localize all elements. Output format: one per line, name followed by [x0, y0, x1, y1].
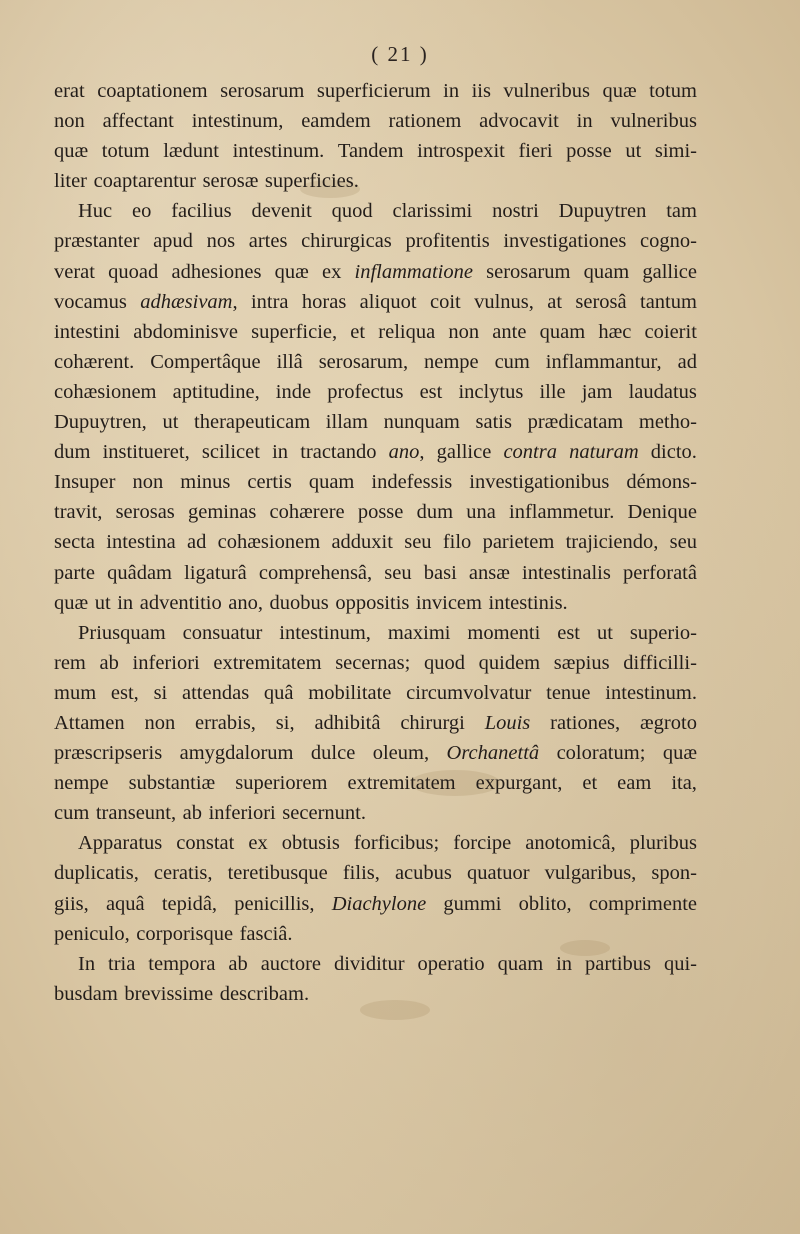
- word: coloratum;: [556, 742, 646, 765]
- word: qui-: [663, 952, 697, 975]
- word: seu: [384, 561, 412, 584]
- text-line: [54, 106, 697, 136]
- word: intestinum,: [279, 621, 371, 644]
- word: oppositis: [335, 591, 410, 614]
- word: cogno-: [640, 230, 697, 253]
- word: parte: [54, 561, 95, 584]
- word: indefessis: [371, 471, 453, 494]
- word: est: [419, 380, 443, 403]
- word: jam: [581, 380, 613, 403]
- word: prædicatam: [527, 411, 624, 434]
- word: consuatur: [182, 621, 263, 644]
- word: [485, 708, 531, 738]
- word: parietem: [482, 531, 555, 554]
- word: nempe: [54, 772, 109, 795]
- word: inferiori: [132, 651, 200, 674]
- text-line: [54, 708, 697, 738]
- word: pluribus: [629, 832, 697, 855]
- text-line: [54, 226, 697, 256]
- word: apud: [153, 230, 193, 253]
- word: Compertâque: [150, 350, 261, 373]
- word: oleum,: [372, 742, 430, 765]
- word: ceratis,: [153, 862, 213, 885]
- word: Huc: [78, 200, 113, 223]
- word: vulnus,: [474, 290, 534, 313]
- word: clarissimi: [392, 200, 473, 223]
- word: serosarum: [220, 80, 305, 102]
- word: operatio: [417, 952, 485, 975]
- word: devenit: [251, 200, 312, 223]
- word: ægroto: [640, 711, 697, 734]
- text-line: [54, 768, 697, 798]
- word: posse: [566, 140, 612, 163]
- word: ligaturâ: [184, 561, 247, 584]
- word: investigationes: [503, 230, 627, 253]
- word: est: [557, 621, 581, 644]
- word: Dupuytren,: [54, 411, 147, 434]
- paragraph: [54, 196, 697, 617]
- word: geminas: [187, 501, 257, 524]
- text-line: [54, 979, 697, 1009]
- word: tractando: [300, 441, 377, 464]
- word: ad: [677, 350, 697, 373]
- word: intestinis.: [488, 591, 568, 614]
- word: iis: [471, 80, 491, 102]
- word: anotomicâ,: [525, 832, 616, 855]
- word: circumvolvatur: [406, 681, 532, 704]
- paragraph: [54, 618, 697, 829]
- word: tam: [666, 200, 697, 223]
- word: Priusquam: [78, 621, 166, 644]
- word: eo: [132, 200, 152, 223]
- paragraph: [54, 949, 697, 1009]
- word: horas: [301, 290, 347, 313]
- word: abdominisve: [133, 320, 238, 343]
- word: tenue: [546, 681, 591, 704]
- text-line: [54, 257, 697, 287]
- word: gallice: [642, 260, 697, 283]
- word: facilius: [171, 200, 232, 223]
- word: brevissime: [124, 982, 214, 1005]
- word: non: [54, 110, 85, 133]
- word: illâ: [276, 350, 303, 373]
- word: serosarum,: [318, 350, 409, 373]
- word: ano,: [388, 441, 425, 464]
- word: satis: [475, 411, 512, 434]
- word: acubus: [394, 862, 452, 885]
- word: mobilitate: [308, 681, 392, 704]
- word: illam: [325, 411, 368, 434]
- word: affectant: [102, 110, 174, 133]
- word: ab: [228, 952, 248, 975]
- word: corporisque: [136, 922, 234, 945]
- word: perforatâ: [622, 561, 697, 584]
- word: [355, 257, 473, 287]
- word: quoad: [108, 260, 159, 283]
- word: inflammetur.: [509, 501, 615, 524]
- word: non: [144, 711, 176, 734]
- word: substantiæ: [128, 772, 216, 795]
- word: coit: [429, 290, 461, 313]
- word: non: [448, 320, 480, 343]
- word: in: [272, 441, 289, 464]
- word: at: [547, 290, 563, 313]
- word: obtusis: [281, 832, 340, 855]
- word: cohæsionem: [54, 380, 157, 403]
- text-line: [54, 76, 697, 106]
- word: coierit: [644, 320, 697, 343]
- word: superiorem: [235, 772, 328, 795]
- word: nempe: [424, 350, 479, 373]
- word: filo: [442, 531, 472, 554]
- word: transeunt,: [95, 802, 177, 825]
- word: secernunt.: [282, 802, 366, 825]
- word: ut: [162, 411, 179, 434]
- word: intestini: [54, 320, 121, 343]
- word: [332, 889, 427, 919]
- word: ab: [99, 651, 119, 674]
- word: adhesiones: [171, 260, 262, 283]
- word: adventitio: [139, 591, 222, 614]
- word: tepidâ,: [161, 892, 218, 915]
- word: coaptationem: [97, 80, 208, 102]
- word: seu: [669, 531, 697, 554]
- word: tria: [108, 952, 136, 975]
- word: Apparatus: [78, 832, 163, 855]
- word: una: [466, 501, 496, 524]
- word: Denique: [627, 501, 697, 524]
- word: quidem: [478, 651, 541, 674]
- word: quæ: [602, 80, 637, 102]
- word: quâ: [263, 681, 294, 704]
- word: quæ: [274, 260, 309, 283]
- word: et: [582, 772, 598, 795]
- word: profectus: [327, 380, 404, 403]
- word: quam: [497, 952, 544, 975]
- italic-word: ano: [388, 441, 420, 464]
- text-line: [54, 437, 697, 467]
- word: giis,: [54, 892, 89, 915]
- paragraph: [54, 76, 697, 196]
- word: ansæ: [468, 561, 510, 584]
- word: ad: [187, 531, 207, 554]
- word: comprimente: [588, 892, 697, 915]
- word: Dupuytren: [558, 200, 647, 223]
- word: intestinalis: [522, 561, 611, 584]
- word: amygdalorum: [179, 742, 294, 765]
- word: In: [78, 952, 96, 975]
- word: totum: [101, 140, 150, 163]
- paragraph: [54, 828, 697, 948]
- word: serosarum: [486, 260, 571, 283]
- italic-word: naturam: [569, 441, 639, 464]
- word: inclytus: [458, 380, 524, 403]
- word: lædunt: [163, 140, 220, 163]
- word: tantum: [640, 290, 697, 313]
- word: superficierum: [316, 80, 431, 102]
- word: cohærere: [269, 501, 345, 524]
- text-line: [54, 527, 697, 557]
- word: ut: [596, 621, 613, 644]
- text-line: [54, 467, 697, 497]
- word: institueret,: [102, 441, 190, 464]
- word: maximi: [387, 621, 451, 644]
- word: fasciâ.: [239, 922, 293, 945]
- word: rem: [54, 651, 86, 674]
- word: momenti: [467, 621, 541, 644]
- word: intestina: [106, 531, 176, 554]
- word: quam: [308, 471, 355, 494]
- word: ut: [625, 140, 642, 163]
- word: démons-: [626, 471, 697, 494]
- word: chirurgi: [400, 711, 465, 734]
- word: superficies.: [264, 170, 359, 193]
- text-line: [54, 828, 697, 858]
- text-line: [54, 738, 697, 768]
- word: artes: [248, 230, 288, 253]
- text-line: [54, 798, 697, 828]
- word: gummi: [443, 892, 502, 915]
- word: metho-: [638, 411, 697, 434]
- word: oblito,: [518, 892, 572, 915]
- word: superficie,: [251, 320, 338, 343]
- word: penicillis,: [234, 892, 315, 915]
- word: præstanter: [54, 230, 140, 253]
- word: [503, 437, 557, 467]
- word: adduxit: [331, 531, 393, 554]
- word: extremitatem: [347, 772, 456, 795]
- word: si: [153, 681, 168, 704]
- text-line: [54, 287, 697, 317]
- word: ex: [248, 832, 268, 855]
- word: inde: [275, 380, 312, 403]
- word: ano,: [228, 591, 263, 614]
- word: fieri: [518, 140, 553, 163]
- word: aquâ: [105, 892, 145, 915]
- word: coaptarentur: [93, 170, 197, 193]
- word: quâdam: [107, 561, 173, 584]
- word: superio-: [629, 621, 697, 644]
- text-line: [54, 648, 697, 678]
- word: basi: [423, 561, 457, 584]
- text-line: [54, 136, 697, 166]
- word: describam.: [219, 982, 310, 1005]
- word: duobus: [269, 591, 329, 614]
- text-line: [54, 317, 697, 347]
- word: forficibus;: [353, 832, 440, 855]
- word: quæ: [54, 140, 89, 163]
- text-line: [54, 889, 697, 919]
- word: aliquot: [359, 290, 417, 313]
- word: Insuper: [54, 471, 116, 494]
- italic-word: contra: [503, 441, 557, 464]
- word: ab: [182, 802, 203, 825]
- word: in: [576, 110, 593, 133]
- word: inferiori: [208, 802, 276, 825]
- word: gallice: [436, 441, 492, 464]
- italic-word: inflammatione: [354, 260, 473, 283]
- word: profitentis: [405, 230, 490, 253]
- text-line: [54, 196, 697, 226]
- text-line: [54, 919, 697, 949]
- word: serosâ: [575, 290, 627, 313]
- word: spon-: [651, 862, 697, 885]
- word: intestinum.: [605, 681, 697, 704]
- word: auctore: [260, 952, 322, 975]
- word: adhibitâ: [314, 711, 381, 734]
- word: cohærent.: [54, 350, 135, 373]
- text-line: [54, 407, 697, 437]
- word: trajiciendo,: [565, 531, 659, 554]
- word: nostri: [492, 200, 539, 223]
- word: dum: [54, 441, 91, 464]
- word: difficilli-: [623, 651, 697, 674]
- word: inflammantur,: [545, 350, 662, 373]
- word: est,: [110, 681, 139, 704]
- word: quam: [583, 260, 630, 283]
- word: secta: [54, 531, 95, 554]
- word: quam: [539, 320, 586, 343]
- word: posse: [357, 501, 404, 524]
- word: in: [443, 80, 460, 102]
- word: liter: [54, 170, 88, 193]
- word: dulce: [310, 742, 356, 765]
- word: partibus: [584, 952, 652, 975]
- word: extremitatem: [213, 651, 322, 674]
- word: mum: [54, 681, 97, 704]
- word: intestinum.: [232, 140, 325, 163]
- word: hæc: [598, 320, 632, 343]
- word: busdam: [54, 982, 118, 1005]
- word: sæpius: [553, 651, 610, 674]
- text-line: [54, 678, 697, 708]
- word: duplicatis,: [54, 862, 139, 885]
- word: [569, 437, 638, 467]
- word: præscripseris: [54, 742, 163, 765]
- word: Tandem: [337, 140, 404, 163]
- text-line: [54, 618, 697, 648]
- word: travit,: [54, 501, 103, 524]
- word: quæ: [662, 742, 697, 765]
- word: dum: [416, 501, 454, 524]
- word: investigationibus: [469, 471, 610, 494]
- word: teretibusque: [227, 862, 328, 885]
- word: cum: [494, 350, 530, 373]
- page-number: ( 21 ): [371, 42, 429, 66]
- word: dicto.: [650, 441, 697, 464]
- word: errabis,: [195, 711, 256, 734]
- word: chirurgicas: [301, 230, 392, 253]
- word: forcipe: [453, 832, 512, 855]
- word: eamdem: [301, 110, 371, 133]
- word: vulneribus: [503, 80, 590, 102]
- word: erat: [54, 80, 85, 102]
- text-line: [54, 558, 697, 588]
- word: constat: [176, 832, 235, 855]
- word: quæ: [54, 591, 89, 614]
- word: comprehensâ,: [258, 561, 373, 584]
- word: intestinum,: [191, 110, 284, 133]
- italic-word: Diachylone: [331, 892, 427, 915]
- word: verat: [54, 260, 95, 283]
- word: seu: [404, 531, 432, 554]
- word: filis,: [342, 862, 380, 885]
- word: ita,: [671, 772, 697, 795]
- word: eam: [617, 772, 652, 795]
- word: secernas;: [335, 651, 411, 674]
- word: vocamus: [54, 290, 127, 313]
- word: et: [350, 320, 366, 343]
- word: ex: [321, 260, 342, 283]
- word: invicem: [415, 591, 482, 614]
- italic-word: Orchanettâ: [446, 742, 540, 765]
- word: quod: [331, 200, 373, 223]
- text-line: [54, 377, 697, 407]
- word: cohæsionem: [217, 531, 321, 554]
- word: ut: [94, 591, 111, 614]
- text-line: [54, 858, 697, 888]
- word: reliqua: [378, 320, 436, 343]
- word: therapeuticam: [194, 411, 311, 434]
- word: vulneribus: [610, 110, 697, 133]
- word: in: [556, 952, 573, 975]
- text-line: [54, 497, 697, 527]
- word: vulgaribus,: [544, 862, 637, 885]
- word: serosas: [115, 501, 175, 524]
- word: [447, 738, 540, 768]
- word: intra: [250, 290, 289, 313]
- text-line: [54, 949, 697, 979]
- text-line: [54, 588, 697, 618]
- text-line: [54, 347, 697, 377]
- word: serosæ: [202, 170, 259, 193]
- word: rationes,: [550, 711, 621, 734]
- text-line: [54, 166, 697, 196]
- word: ille: [539, 380, 566, 403]
- word: totum: [649, 80, 697, 102]
- word: expurgant,: [475, 772, 563, 795]
- word: adhæsivam,: [140, 290, 238, 313]
- italic-word: Louis: [484, 711, 531, 734]
- word: quod: [423, 651, 465, 674]
- word: in: [117, 591, 134, 614]
- word: introspexit: [417, 140, 505, 163]
- word: rationem: [388, 110, 462, 133]
- word: laudatus: [628, 380, 697, 403]
- word: non: [132, 471, 164, 494]
- word: quatuor: [466, 862, 530, 885]
- word: ante: [492, 320, 527, 343]
- word: minus: [180, 471, 231, 494]
- word: peniculo,: [54, 922, 130, 945]
- word: aptitudine,: [172, 380, 260, 403]
- word: certis: [247, 471, 292, 494]
- word: advocavit: [479, 110, 559, 133]
- word: dividitur: [333, 952, 405, 975]
- word: simi-: [654, 140, 697, 163]
- word: nos: [206, 230, 236, 253]
- word: si,: [275, 711, 295, 734]
- word: tempora: [148, 952, 216, 975]
- body-text: [54, 76, 697, 1009]
- word: cum: [54, 802, 90, 825]
- word: scilicet: [201, 441, 260, 464]
- italic-word: adhæsivam: [140, 290, 233, 313]
- word: attendas: [182, 681, 250, 704]
- word: Attamen: [54, 711, 125, 734]
- word: nunquam: [383, 411, 460, 434]
